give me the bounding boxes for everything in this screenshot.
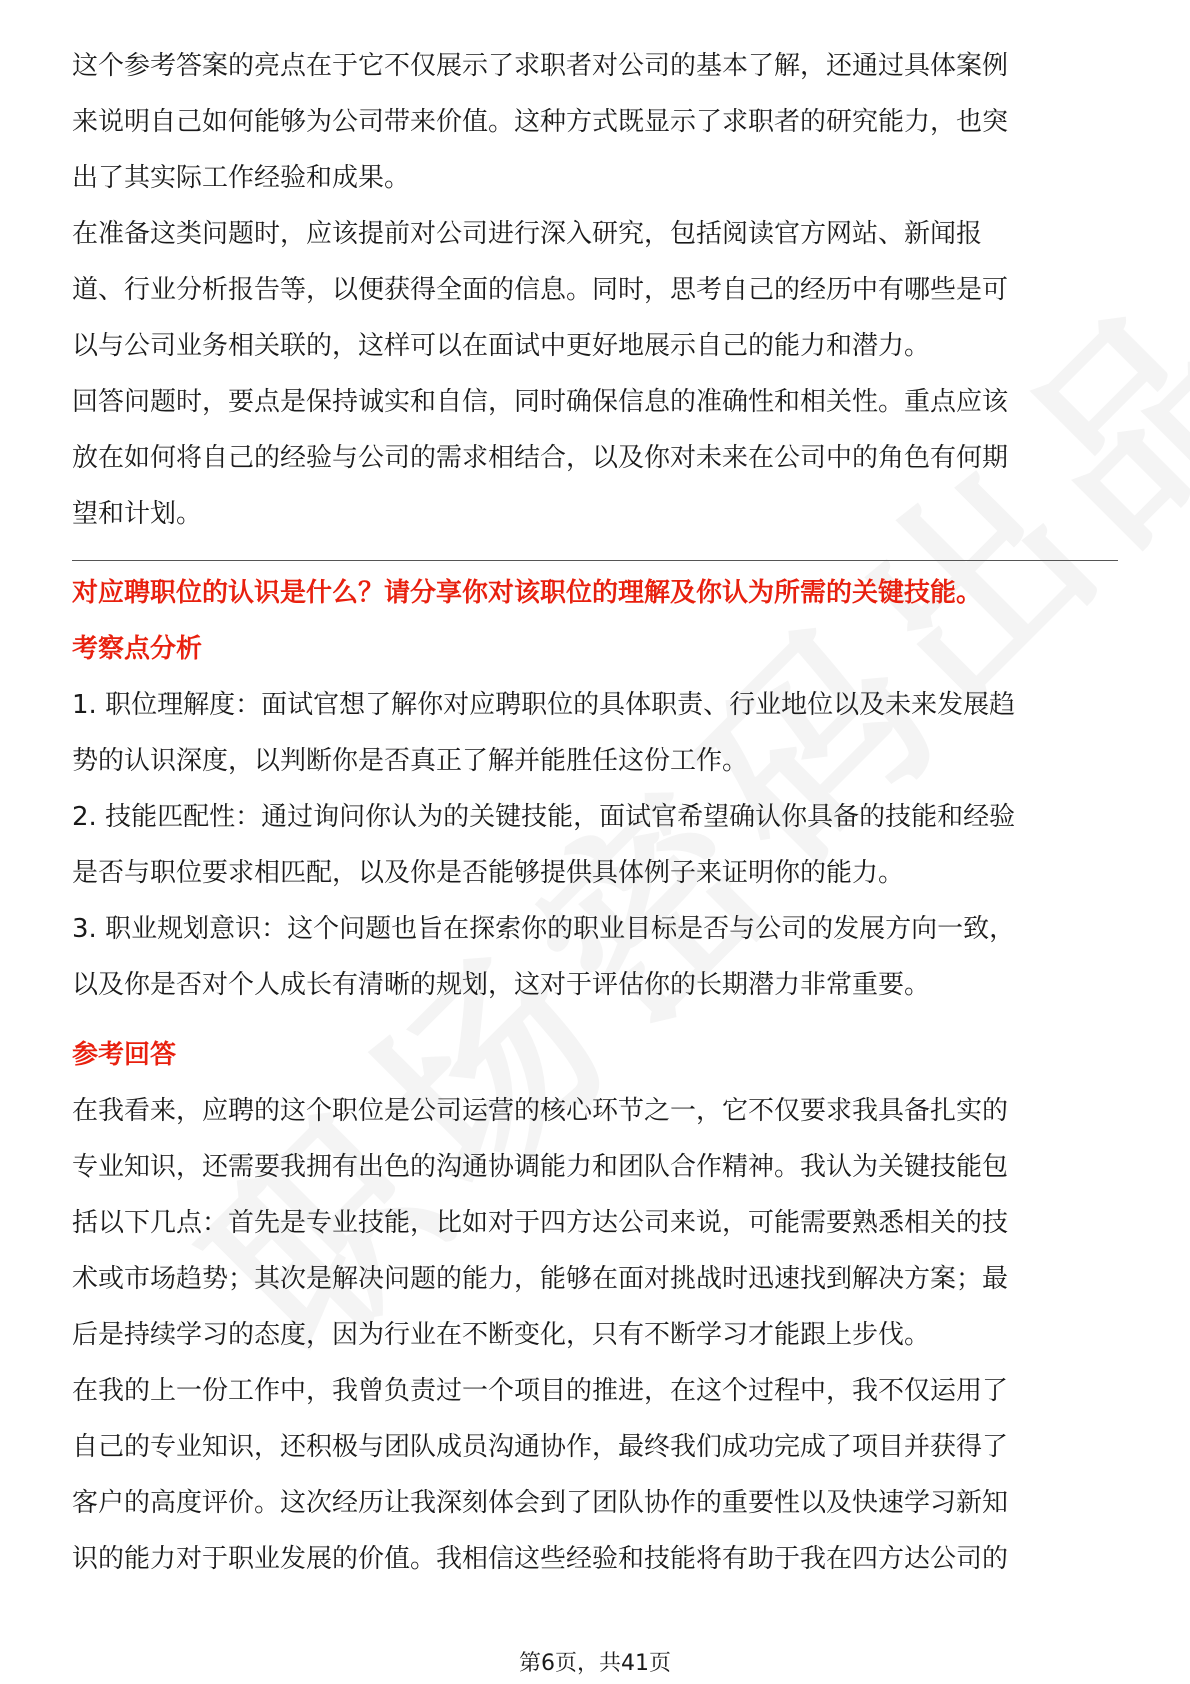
analysis-point: 3. 职业规划意识：这个问题也旨在探索你的职业目标是否与公司的发展方向一致， 以及你是否对个人成长有清晰的规划，这对于评估你的长期潜力非常重要。 — [72, 914, 1016, 1000]
answer-paragraph: 在我看来，应聘的这个职位是公司运营的核心环节之一，它不仅要求我具备扎实的 专业知识，还需要我拥有出色的沟通协调能力和团队合作精神。我认为关键技能包 括以下几点：首先是专业技能，比如对于四方达公司来说，可能需要熟悉相关的技 术或市场趋势；其次是解决问题的能力，能够在面对挑战时迅速找到解决方案；最 后是持续学习的态度，因为行业在不断变化，只有不断学习才能跟上步伐。 — [72, 1096, 1009, 1350]
answer-paragraph: 在我的上一份工作中，我曾负责过一个项目的推进，在这个过程中，我不仅运用了 自己的专业知识，还积极与团队成员沟通协作，最终我们成功完成了项目并获得了 客户的高度评价。这次经历让我深刻体会到了团队协作的重要性以及快速学习新知 识的能力对于职业发展的价值。我相信这些经验和技能将有助于我在四方达公司的 — [72, 1376, 1009, 1574]
section-divider — [72, 560, 1118, 561]
answer-heading: 参考回答 — [72, 1040, 177, 1070]
question-title: 对应聘职位的认识是什么？请分享你对该职位的理解及你认为所需的关键技能。 — [72, 578, 983, 608]
page-number: 第6页，共41页 — [519, 1651, 671, 1676]
intro-paragraph: 在准备这类问题时，应该提前对公司进行深入研究，包括阅读官方网站、新闻报 道、行业分析报告等，以便获得全面的信息。同时，思考自己的经历中有哪些是可 以与公司业务相关联的，这样可以在面试中更好地展示自己的能力和潜力。 — [72, 219, 1009, 361]
page-content — [72, 38, 1118, 1587]
intro-paragraph: 这个参考答案的亮点在于它不仅展示了求职者对公司的基本了解，还通过具体案例 来说明自己如何能够为公司带来价值。这种方式既显示了求职者的研究能力，也突 出了其实际工作经验和成果。 — [72, 51, 1009, 193]
analysis-point: 2. 技能匹配性：通过询问你认为的关键技能，面试官希望确认你具备的技能和经验 是否与职位要求相匹配，以及你是否能够提供具体例子来证明你的能力。 — [72, 802, 1016, 888]
intro-paragraph: 回答问题时，要点是保持诚实和自信，同时确保信息的准确性和相关性。重点应该 放在如何将自己的经验与公司的需求相结合，以及你对未来在公司中的角色有何期 望和计划。 — [72, 387, 1009, 529]
analysis-heading: 考察点分析 — [72, 634, 203, 664]
analysis-point: 1. 职位理解度：面试官想了解你对应聘职位的具体职责、行业地位以及未来发展趋 势的认识深度，以判断你是否真正了解并能胜任这份工作。 — [72, 690, 1016, 776]
